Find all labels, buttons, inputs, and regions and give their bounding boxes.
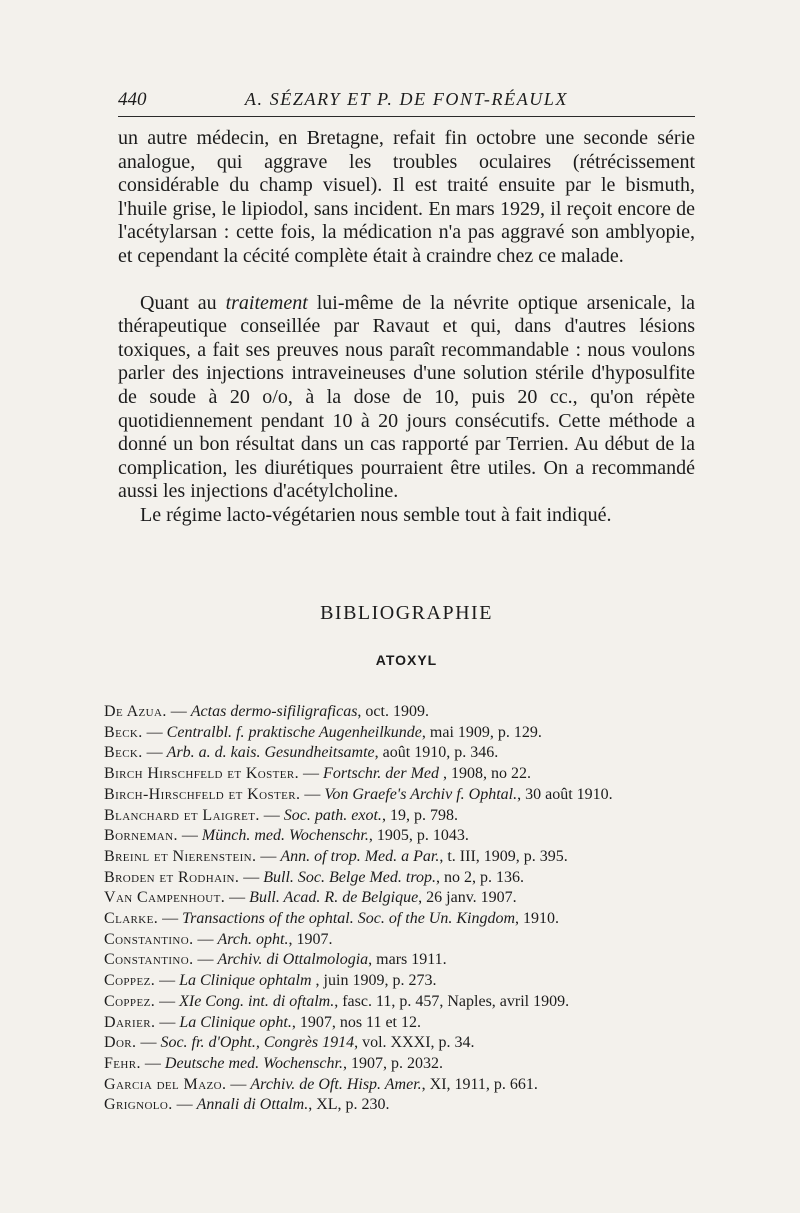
emphasis-traitement: traitement xyxy=(225,291,308,314)
reference-journal: Soc. fr. d'Opht., Congrès 1914 xyxy=(160,1034,355,1052)
reference-details: , XI, 1911, p. 661. xyxy=(421,1075,538,1093)
reference-details: , 1905, p. 1043. xyxy=(368,827,469,845)
reference-author: Coppez. xyxy=(104,972,156,990)
bibliography-subheading: ATOXYL xyxy=(375,652,438,668)
reference-entry xyxy=(104,992,704,1013)
reference-author: Beck. xyxy=(104,744,143,762)
reference-journal: Archiv. di Ottalmologia xyxy=(217,951,369,969)
reference-separator: — xyxy=(155,972,180,990)
reference-separator: — xyxy=(259,806,284,824)
reference-entry xyxy=(104,1095,704,1116)
reference-author: Blanchard et Laigret. xyxy=(104,806,260,824)
reference-author: Fehr. xyxy=(104,1054,141,1072)
reference-journal: Deutsche med. Wochenschr. xyxy=(164,1054,343,1072)
reference-separator: — xyxy=(177,827,202,845)
reference-author: Constantino. xyxy=(104,951,194,969)
reference-journal: Bull. Soc. Belge Med. trop. xyxy=(263,868,436,886)
reference-author: Van Campenhout. xyxy=(104,889,226,907)
reference-entry xyxy=(104,909,704,930)
reference-entry xyxy=(104,888,704,909)
paragraph-2-rest: lui-même de la névrite optique arsenicale, la thérapeutique conseillée par Ravaut et qui, dans d'autres lésions toxiques, a fait ses preuves nous paraît recommandable : nous voulons parler des injections intraveineuses d'une solution stérile d'hyposulfite de soude à 20 o/o, à la dose de 10, puis 20 cc., qu'on répète quotidiennement pendant 10 à 20 jours consécutifs. Cette méthode a donné un bon résultat dans un cas rapporté par Terrien. Au début de la complication, les diurétiques pourraient être utiles. On a recommandé aussi les injections d'acétylcholine. xyxy=(118,291,695,503)
reference-separator: — xyxy=(193,930,218,948)
reference-separator: — xyxy=(155,992,180,1010)
reference-entry xyxy=(104,1013,704,1034)
reference-separator: — xyxy=(158,910,183,928)
reference-separator: — xyxy=(239,868,264,886)
reference-journal: Archiv. de Oft. Hisp. Amer. xyxy=(250,1075,422,1093)
reference-journal: Actas dermo-sifiligraficas xyxy=(190,703,358,720)
reference-journal: Fortschr. der Med xyxy=(323,765,440,783)
reference-separator: — xyxy=(300,785,325,803)
page-number: 440 xyxy=(118,89,147,110)
reference-author: Coppez. xyxy=(104,992,156,1010)
reference-journal: Centralbl. f. praktische Augenheilkunde xyxy=(166,723,422,741)
page-header xyxy=(118,86,695,117)
reference-journal: Von Graefe's Archiv f. Ophtal. xyxy=(324,785,518,803)
reference-list xyxy=(104,702,704,1116)
reference-separator: — xyxy=(136,1034,161,1052)
reference-separator: — xyxy=(172,1096,197,1114)
reference-separator: — xyxy=(226,1075,251,1093)
reference-entry xyxy=(104,1033,704,1054)
reference-separator: — xyxy=(256,847,281,865)
reference-author: Birch Hirschfeld et Koster. xyxy=(104,765,300,783)
reference-separator: — xyxy=(155,1013,180,1031)
paragraph-1: un autre médecin, en Bretagne, refait fin octobre une seconde série analogue, qui aggrave les troubles oculaires (rétrécissement considérable du champ visuel). Il est traité ensuite par le bismuth, l'huile grise, le lipiodol, sans incident. En mars 1929, il reçoit encore de l'acétylarsan : cette fois, la médication n'a pas aggravé son amblyopie, et cependant la cécité complète était à craindre chez ce malade. xyxy=(118,127,695,267)
reference-entry xyxy=(104,971,704,992)
reference-separator: — xyxy=(166,703,191,720)
reference-entry xyxy=(104,1075,704,1096)
reference-entry xyxy=(104,826,704,847)
reference-separator: — xyxy=(193,951,218,969)
reference-author: Broden et Rodhain. xyxy=(104,868,240,886)
reference-entry xyxy=(104,702,704,723)
reference-entry xyxy=(104,1054,704,1075)
reference-author: Garcia del Mazo. xyxy=(104,1075,227,1093)
reference-separator: — xyxy=(299,765,324,783)
reference-journal: Ann. of trop. Med. a Par. xyxy=(280,847,440,865)
reference-author: Darier. xyxy=(104,1013,156,1031)
reference-details: , fasc. 11, p. 457, Naples, avril 1909. xyxy=(334,992,570,1010)
reference-entry xyxy=(104,806,704,827)
reference-author: Grignolo. xyxy=(104,1096,173,1114)
reference-journal: Soc. path. exot. xyxy=(283,806,382,824)
reference-details: , mai 1909, p. 129. xyxy=(421,723,542,741)
reference-entry xyxy=(104,868,704,889)
reference-journal: Münch. med. Wochenschr. xyxy=(201,827,369,845)
body-text xyxy=(118,127,695,528)
reference-details: , 1908, no 22. xyxy=(439,765,532,783)
reference-entry xyxy=(104,785,704,806)
reference-journal: Annali di Ottalm. xyxy=(196,1096,309,1114)
reference-journal: La Clinique opht. xyxy=(179,1013,292,1031)
reference-separator: — xyxy=(142,744,167,762)
reference-entry xyxy=(104,950,704,971)
paragraph-2 xyxy=(118,292,695,504)
reference-journal: Arb. a. d. kais. Gesundheitsamte xyxy=(166,744,375,762)
reference-details: , vol. XXXI, p. 34. xyxy=(354,1034,475,1052)
reference-details: , XL, p. 230. xyxy=(308,1096,390,1114)
reference-entry xyxy=(104,743,704,764)
reference-entry xyxy=(104,930,704,951)
reference-journal: Transactions of the ophtal. Soc. of the Un. Kingdom xyxy=(182,910,516,928)
running-title: A. SÉZARY ET P. DE FONT-RÉAULX xyxy=(244,89,569,109)
reference-details: , 1907, nos 11 et 12. xyxy=(291,1013,421,1031)
reference-journal: Bull. Acad. R. de Belgique xyxy=(249,889,419,907)
reference-author: Birch-Hirschfeld et Koster. xyxy=(104,785,301,803)
paragraph-2-start: Quant au xyxy=(140,291,226,314)
reference-details: , oct. 1909. xyxy=(357,703,429,720)
reference-details: , 30 août 1910. xyxy=(517,785,613,803)
reference-details: , mars 1911. xyxy=(368,951,447,969)
reference-separator: — xyxy=(140,1054,165,1072)
reference-author: Breinl et Nierenstein. xyxy=(104,847,257,865)
bibliography-heading: BIBLIOGRAPHIE xyxy=(320,602,493,624)
reference-author: Borneman. xyxy=(104,827,178,845)
reference-entry xyxy=(104,723,704,744)
reference-author: De Azua. xyxy=(104,703,167,720)
reference-journal: La Clinique ophtalm xyxy=(179,972,312,990)
reference-details: , juin 1909, p. 273. xyxy=(311,972,437,990)
reference-separator: — xyxy=(225,889,250,907)
reference-details: , no 2, p. 136. xyxy=(435,868,524,886)
reference-details: , août 1910, p. 346. xyxy=(374,744,499,762)
reference-details: , 26 janv. 1907. xyxy=(418,889,517,907)
reference-details: , 19, p. 798. xyxy=(381,806,458,824)
reference-details: , t. III, 1909, p. 395. xyxy=(439,847,568,865)
reference-author: Beck. xyxy=(104,723,143,741)
reference-details: , 1907, p. 2032. xyxy=(342,1054,443,1072)
paragraph-3: Le régime lacto-végétarien nous semble tout à fait indiqué. xyxy=(140,503,612,526)
reference-author: Constantino. xyxy=(104,930,194,948)
reference-details: , 1907. xyxy=(288,930,333,948)
reference-entry xyxy=(104,847,704,868)
reference-journal: Arch. opht. xyxy=(217,930,289,948)
reference-details: , 1910. xyxy=(515,910,560,928)
reference-author: Dor. xyxy=(104,1034,137,1052)
reference-separator: — xyxy=(142,723,167,741)
reference-author: Clarke. xyxy=(104,910,159,928)
reference-journal: XIe Cong. int. di oftalm. xyxy=(179,992,335,1010)
reference-entry xyxy=(104,764,704,785)
